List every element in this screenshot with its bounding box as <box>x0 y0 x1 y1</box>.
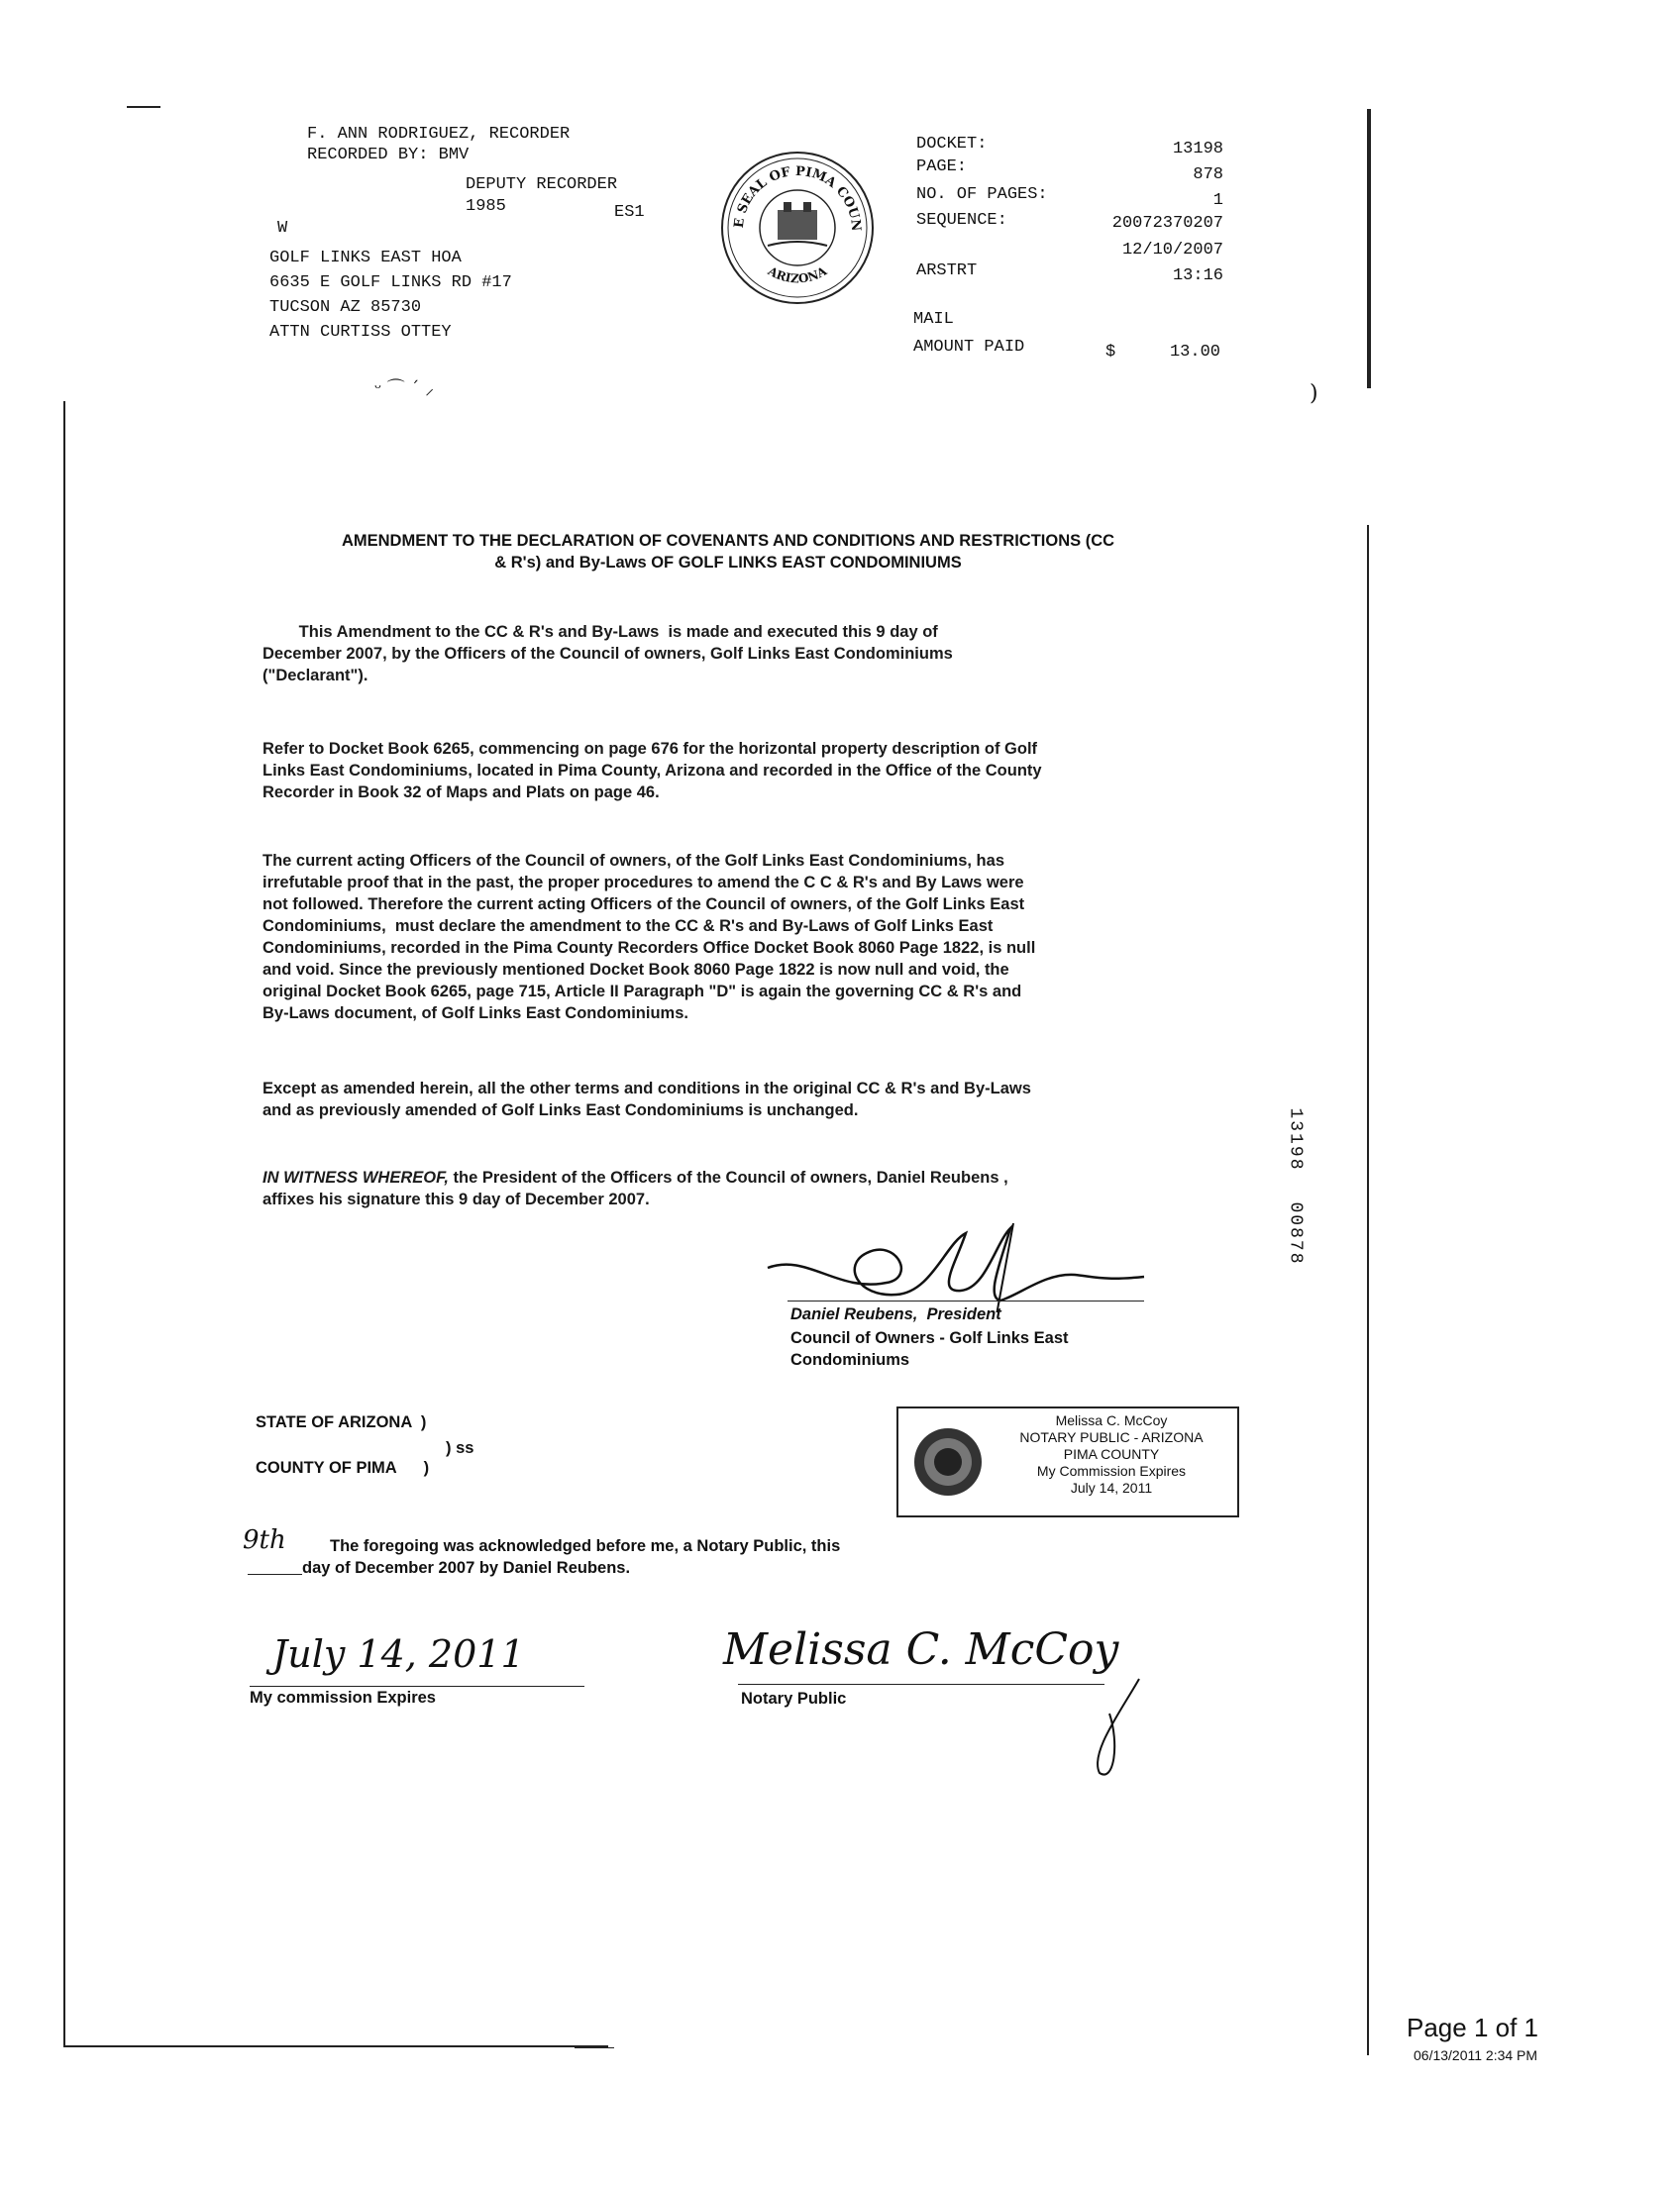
paragraph-3-line: Condominiums, recorded in the Pima County Recorders Office Docket Book 8060 Page 1822, is null <box>262 939 1036 957</box>
svg-text:ARIZONA: ARIZONA <box>765 263 830 286</box>
recording-time: 13:16 <box>1172 266 1223 285</box>
seal-graphic <box>718 149 877 307</box>
notary-stamp-name: Melissa C. McCoy <box>1055 1412 1168 1428</box>
handwritten-scribble: ᵕ ⌒ ˊ ⸝ <box>374 378 435 399</box>
mail-to-street: 6635 E GOLF LINKS RD #17 <box>269 273 512 292</box>
sequence-value: 20072370207 <box>1111 214 1223 233</box>
acknowledgment-day-handwritten: 9th <box>243 1525 286 1555</box>
witness-line: affixes his signature this 9 day of December 2007. <box>262 1191 650 1208</box>
acknowledgment-line1: The foregoing was acknowledged before me, a Notary Public, this <box>330 1537 841 1555</box>
paragraph-2-line: Refer to Docket Book 6265, commencing on page 676 for the horizontal property description of Golf <box>262 740 1038 758</box>
pima-county-seal <box>718 149 877 307</box>
notary-stamp-text <box>990 1412 1233 1497</box>
notary-signature-handwritten: Melissa C. McCoy <box>723 1624 1119 1675</box>
witness-lead: IN WITNESS WHEREOF, <box>262 1169 449 1187</box>
page-label: PAGE: <box>916 157 968 176</box>
margin-docket: 13198 <box>1285 1107 1306 1172</box>
mail-label: MAIL <box>913 310 954 329</box>
notary-public-label: Notary Public <box>741 1690 847 1708</box>
amount-currency: $ <box>1105 343 1116 362</box>
signer-org-line2: Condominiums <box>790 1351 910 1369</box>
amount-paid-label: AMOUNT PAID <box>913 338 1025 357</box>
paragraph-1-line: December 2007, by the Officers of the Council of owners, Golf Links East Condominiums <box>262 645 953 663</box>
paragraph-1-line: ("Declarant"). <box>262 667 368 684</box>
paragraph-3-line: and void. Since the previously mentioned Docket Book 8060 Page 1822 is now null and void, the <box>262 961 1009 979</box>
notary-stamp <box>896 1406 1239 1517</box>
president-signature-graphic <box>748 1203 1154 1312</box>
notary-signature-line <box>738 1684 1104 1685</box>
commission-line <box>250 1686 584 1687</box>
commission-label: My commission Expires <box>250 1689 436 1707</box>
paragraph-1-line: This Amendment to the CC & R's and By-Laws is made and executed this 9 day of <box>262 623 938 641</box>
paragraph-3-line: not followed. Therefore the current acting Officers of the Council of owners, of the Golf Links East <box>262 895 1025 913</box>
notary-seal-icon <box>912 1426 984 1498</box>
page-left-border <box>63 401 65 2045</box>
document-title-line2: & R's) and By-Laws OF GOLF LINKS EAST CONDOMINIUMS <box>494 554 962 572</box>
arstrt-label: ARSTRT <box>916 261 978 280</box>
recorder-box-right-border <box>1367 109 1371 388</box>
page-right-border <box>1367 525 1369 2055</box>
docket-label: DOCKET: <box>916 135 988 154</box>
acknowledgment-day-line <box>248 1574 302 1575</box>
notary-stamp-expires: July 14, 2011 <box>1070 1480 1153 1496</box>
witness-text: the President of the Officers of the Council of owners, Daniel Reubens , <box>448 1169 1008 1187</box>
paragraph-2-line: Recorder in Book 32 of Maps and Plats on page 46. <box>262 783 660 801</box>
notary-signature-tail <box>1060 1674 1179 1783</box>
page-bottom-border-dash <box>575 2047 614 2048</box>
recorder-code-number: 1985 <box>466 197 506 216</box>
scan-mark-top-left <box>127 106 160 108</box>
paragraph-3-line: irrefutable proof that in the past, the proper procedures to amend the C C & R's and By Laws were <box>262 874 1024 891</box>
venue-ss: ) ss <box>446 1439 474 1457</box>
notary-stamp-title: NOTARY PUBLIC - ARIZONA <box>1019 1429 1204 1445</box>
document-title-line1: AMENDMENT TO THE DECLARATION OF COVENANTS AND CONDITIONS AND RESTRICTIONS (CC <box>341 532 1115 550</box>
footer-page-number: Page 1 of 1 <box>1407 2013 1538 2042</box>
margin-page: 00878 <box>1285 1201 1306 1266</box>
recorder-code-id: ES1 <box>614 203 645 222</box>
footer-printed-date: 06/13/2011 2:34 PM <box>1414 2047 1538 2063</box>
president-signature <box>748 1203 1154 1312</box>
venue-county: COUNTY OF PIMA ) <box>256 1459 430 1477</box>
notary-stamp-commission: My Commission Expires <box>1036 1463 1187 1479</box>
recording-date: 12/10/2007 <box>1121 241 1223 260</box>
scan-mark-right: ) <box>1310 381 1318 406</box>
paragraph-3-line: By-Laws document, of Golf Links East Condominiums. <box>262 1004 688 1022</box>
paragraph-3-line: The current acting Officers of the Council of owners, of the Golf Links East Condominiums, has <box>262 852 1004 870</box>
recorded-by: RECORDED BY: BMV <box>307 146 470 164</box>
no-of-pages-value: 1 <box>1212 191 1223 210</box>
sequence-label: SEQUENCE: <box>916 211 1007 230</box>
paragraph-2 <box>262 738 1189 803</box>
mail-to-city: TUCSON AZ 85730 <box>269 298 422 317</box>
paragraph-4-line: and as previously amended of Golf Links East Condominiums is unchanged. <box>262 1101 859 1119</box>
venue-state: STATE OF ARIZONA ) <box>256 1413 427 1431</box>
recorder-w-mark: W <box>277 219 288 238</box>
signer-org-line1: Council of Owners - Golf Links East <box>790 1329 1069 1347</box>
docket-value: 13198 <box>1172 140 1223 158</box>
recorder-name: F. ANN RODRIGUEZ, RECORDER <box>307 125 571 144</box>
deputy-recorder: DEPUTY RECORDER <box>466 175 618 194</box>
page-bottom-border <box>63 2045 608 2047</box>
paragraph-3-line: original Docket Book 6265, page 715, Article II Paragraph "D" is again the governing CC & R's and <box>262 983 1022 1000</box>
paragraph-4-line: Except as amended herein, all the other terms and conditions in the original CC & R's and By-Laws <box>262 1080 1031 1097</box>
notary-stamp-county: PIMA COUNTY <box>1063 1446 1160 1462</box>
paragraph-2-line: Links East Condominiums, located in Pima County, Arizona and recorded in the Office of the County <box>262 762 1042 780</box>
signer-name-title: Daniel Reubens, President <box>790 1305 1001 1323</box>
commission-date-handwritten: July 14, 2011 <box>272 1632 525 1676</box>
paragraph-3 <box>262 850 1189 1024</box>
paragraph-3-line: Condominiums, must declare the amendment to the CC & R's and By-Laws of Golf Links East <box>262 917 994 935</box>
amount-paid-value: 13.00 <box>1169 343 1220 362</box>
mail-to-attn: ATTN CURTISS OTTEY <box>269 323 452 342</box>
paragraph-1 <box>262 621 1189 686</box>
acknowledgment-line2: day of December 2007 by Daniel Reubens. <box>302 1559 631 1577</box>
margin-recording-stamp <box>1285 1107 1332 1298</box>
svg-text:THE SEAL OF PIMA COUNTY: E SEAL OF PIMA COUN <box>731 163 864 232</box>
paragraph-4 <box>262 1078 1189 1121</box>
no-of-pages-label: NO. OF PAGES: <box>916 185 1048 204</box>
page-value: 878 <box>1193 165 1223 184</box>
mail-to-name: GOLF LINKS EAST HOA <box>269 249 462 267</box>
witness-line <box>262 1167 1189 1189</box>
president-signature-line <box>788 1301 1144 1302</box>
